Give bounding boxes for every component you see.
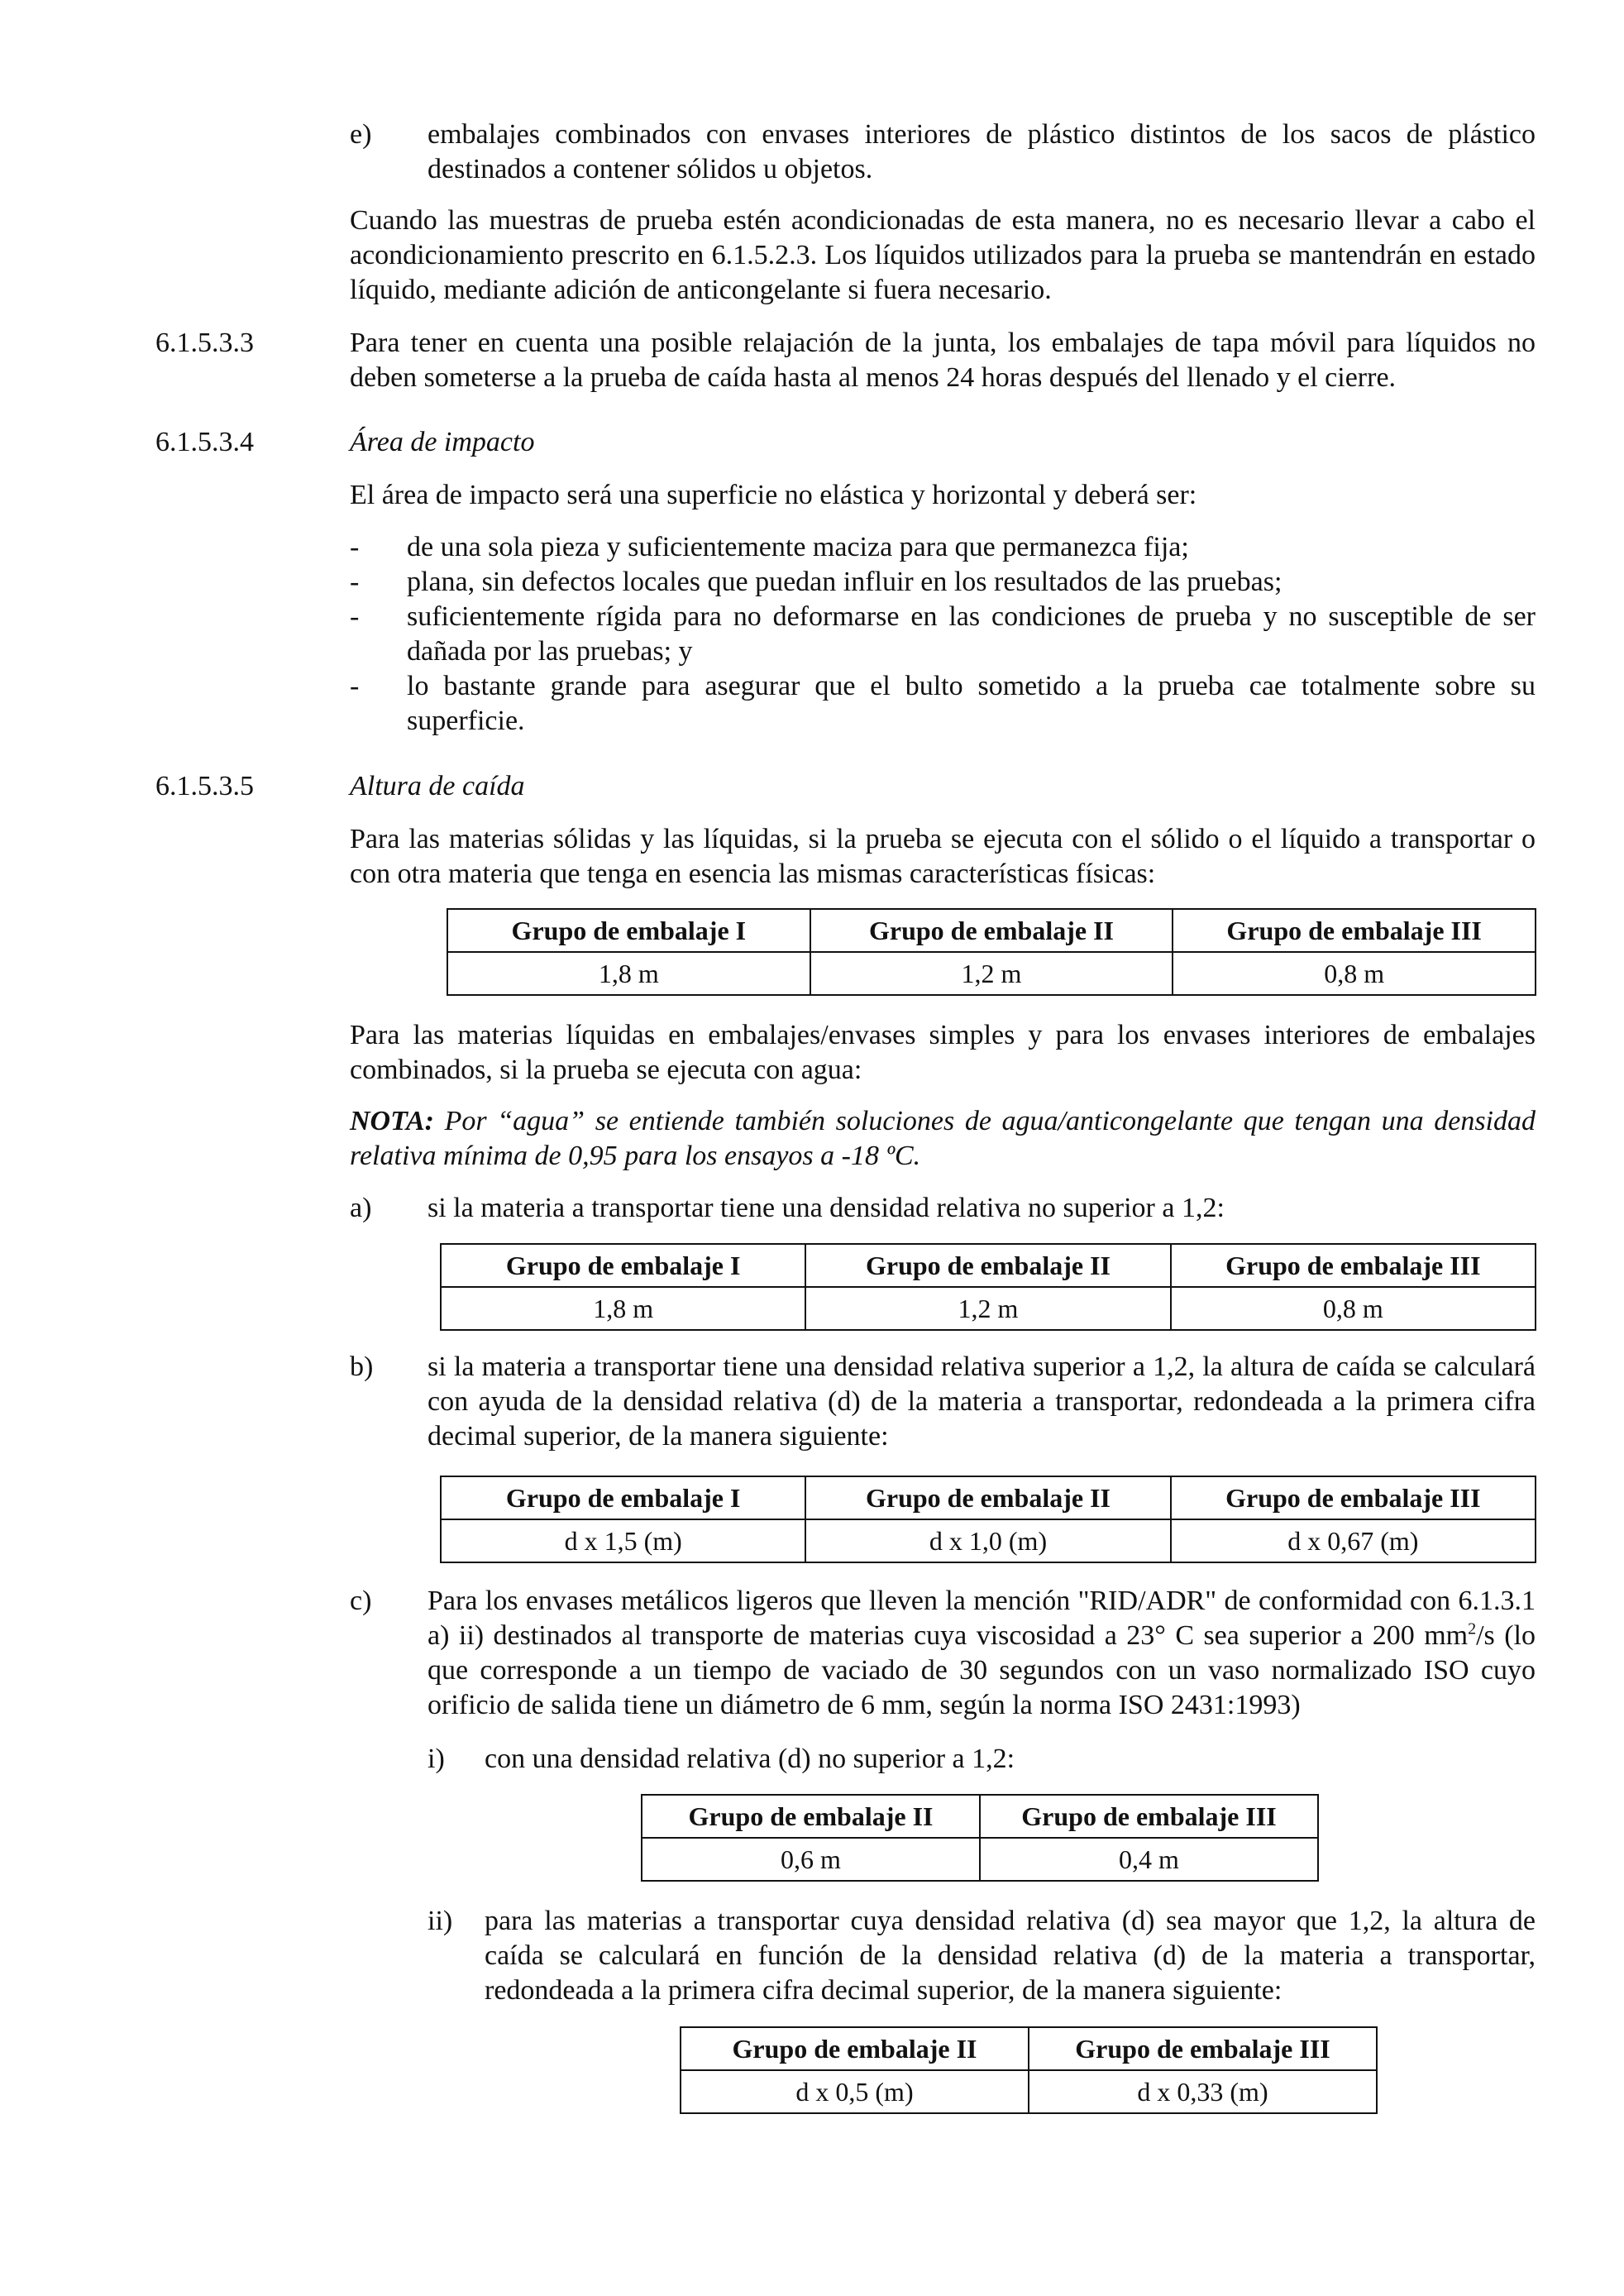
drop-height-table-c-i — [641, 1794, 1319, 1882]
section-title-impact-area: Área de impacto — [350, 427, 535, 457]
item-c-text-part1: Para los envases metálicos ligeros que lleven la mención "RID/ADR" de conformidad con 6.1.3.1 a) ii) destinados al transporte de materias cuya viscosidad a 23° C sea superior a 200 mm — [427, 1586, 1536, 1651]
table-header: Grupo de embalaje II — [681, 2027, 1029, 2070]
table-header: Grupo de embalaje I — [441, 1476, 805, 1519]
item-e-text: embalajes combinados con envases interiores de plástico distintos de los sacos de plástico destinados a contener sólidos u objetos. — [427, 119, 1536, 184]
impact-area-intro: El área de impacto será una superficie no elástica y horizontal y deberá ser: — [350, 480, 1197, 510]
superscript-2: 2 — [1468, 1619, 1477, 1638]
section-title-drop-height: Altura de caída — [350, 771, 525, 801]
item-c-label: c) — [350, 1586, 372, 1616]
drop-height-intro: Para las materias sólidas y las líquidas, si la prueba se ejecuta con el sólido o el líquido a transportar o con otra materia que tenga en esencia las mismas características físicas: — [350, 824, 1536, 889]
nota-label: NOTA: — [350, 1106, 434, 1136]
item-c-text — [427, 1584, 1536, 1723]
table-header: Grupo de embalaje III — [1171, 1476, 1536, 1519]
table-header: Grupo de embalaje III — [1029, 2027, 1377, 2070]
item-a-text: si la materia a transportar tiene una densidad relativa no superior a 1,2: — [427, 1193, 1225, 1223]
table-cell: 0,8 m — [1173, 952, 1536, 995]
item-e-label: e) — [350, 119, 372, 150]
bullet-item: plana, sin defectos locales que puedan influir en los resultados de las pruebas; — [407, 567, 1282, 597]
table-cell: 1,8 m — [441, 1287, 805, 1330]
nota-paragraph — [350, 1104, 1536, 1174]
table-cell: d x 0,5 (m) — [681, 2070, 1029, 2113]
table-cell: 1,8 m — [447, 952, 810, 995]
nota-text: Por “agua” se entiende también soluciones de agua/anticongelante que tengan una densidad relativa mínima de 0,95 para los ensayos a -18 ºC. — [350, 1106, 1536, 1171]
conditioning-paragraph: Cuando las muestras de prueba estén acondicionadas de esta manera, no es necesario llevar a cabo el acondicionamiento prescrito en 6.1.5.2.3. Los líquidos utilizados para la prueba se mantendrán en estado líquido, mediante adición de anticongelante si fuera necesario. — [350, 205, 1536, 305]
section-number-6-1-5-3-4: 6.1.5.3.4 — [155, 427, 254, 457]
table-header: Grupo de embalaje II — [805, 1476, 1170, 1519]
sub-item-ii-label: ii) — [427, 1906, 453, 1936]
table-cell: d x 1,5 (m) — [441, 1519, 805, 1562]
bullet-dash: - — [350, 671, 360, 701]
sub-item-ii-text: para las materias a transportar cuya densidad relativa (d) sea mayor que 1,2, la altura de caída se calculará en función de la densidad relativa (d) de la materia a transportar, redondeada a la primera cifra decimal superior, de la manera siguiente: — [485, 1906, 1536, 2006]
table-header: Grupo de embalaje I — [441, 1244, 805, 1287]
table-cell: 0,6 m — [642, 1838, 980, 1881]
bullet-item: suficientemente rígida para no deformarse en las condiciones de prueba y no susceptible de ser dañada por las pruebas; y — [407, 601, 1536, 667]
bullet-dash: - — [350, 532, 360, 562]
table-header: Grupo de embalaje III — [1171, 1244, 1536, 1287]
table-header: Grupo de embalaje I — [447, 909, 810, 952]
table-header: Grupo de embalaje III — [1173, 909, 1536, 952]
bullet-dash: - — [350, 601, 360, 632]
drop-height-table-a — [440, 1243, 1536, 1331]
drop-height-table-b — [440, 1476, 1536, 1563]
item-c-text-part2: /s (lo que corresponde a un tiempo de vaciado de 30 segundos con un vaso normalizado ISO cuyo orificio de salida tiene un diámetro de 6 mm, según la norma ISO 2431:1993) — [427, 1620, 1536, 1720]
table-cell: d x 1,0 (m) — [805, 1519, 1170, 1562]
sub-item-i-label: i) — [427, 1744, 445, 1774]
bullet-dash: - — [350, 567, 360, 597]
water-test-intro: Para las materias líquidas en embalajes/envases simples y para los envases interiores de embalajes combinados, si la prueba se ejecuta con agua: — [350, 1020, 1536, 1085]
table-cell: 0,8 m — [1171, 1287, 1536, 1330]
section-number-6-1-5-3-3: 6.1.5.3.3 — [155, 328, 254, 358]
section-6-1-5-3-3-text: Para tener en cuenta una posible relajación de la junta, los embalajes de tapa móvil para líquidos no deben someterse a la prueba de caída hasta al menos 24 horas después del llenado y el cierre. — [350, 328, 1536, 393]
bullet-item: de una sola pieza y suficientemente maciza para que permanezca fija; — [407, 532, 1189, 562]
section-number-6-1-5-3-5: 6.1.5.3.5 — [155, 771, 254, 801]
item-a-label: a) — [350, 1193, 372, 1223]
table-header: Grupo de embalaje II — [642, 1795, 980, 1838]
table-header: Grupo de embalaje II — [805, 1244, 1170, 1287]
table-cell: d x 0,67 (m) — [1171, 1519, 1536, 1562]
table-cell: 1,2 m — [805, 1287, 1170, 1330]
table-cell: d x 0,33 (m) — [1029, 2070, 1377, 2113]
table-cell: 0,4 m — [980, 1838, 1318, 1881]
item-b-label: b) — [350, 1351, 374, 1382]
table-header: Grupo de embalaje II — [810, 909, 1173, 952]
table-cell: 1,2 m — [810, 952, 1173, 995]
item-b-text: si la materia a transportar tiene una densidad relativa superior a 1,2, la altura de caída se calculará con ayuda de la densidad relativa (d) de la materia a transportar, redondeada a la primera cifra decimal superior, de la manera siguiente: — [427, 1351, 1536, 1452]
bullet-item: lo bastante grande para asegurar que el bulto sometido a la prueba cae totalmente sobre su superficie. — [407, 671, 1536, 736]
drop-height-table-general — [447, 908, 1536, 996]
table-header: Grupo de embalaje III — [980, 1795, 1318, 1838]
drop-height-table-c-ii — [680, 2026, 1378, 2114]
sub-item-i-text: con una densidad relativa (d) no superior a 1,2: — [485, 1744, 1015, 1774]
